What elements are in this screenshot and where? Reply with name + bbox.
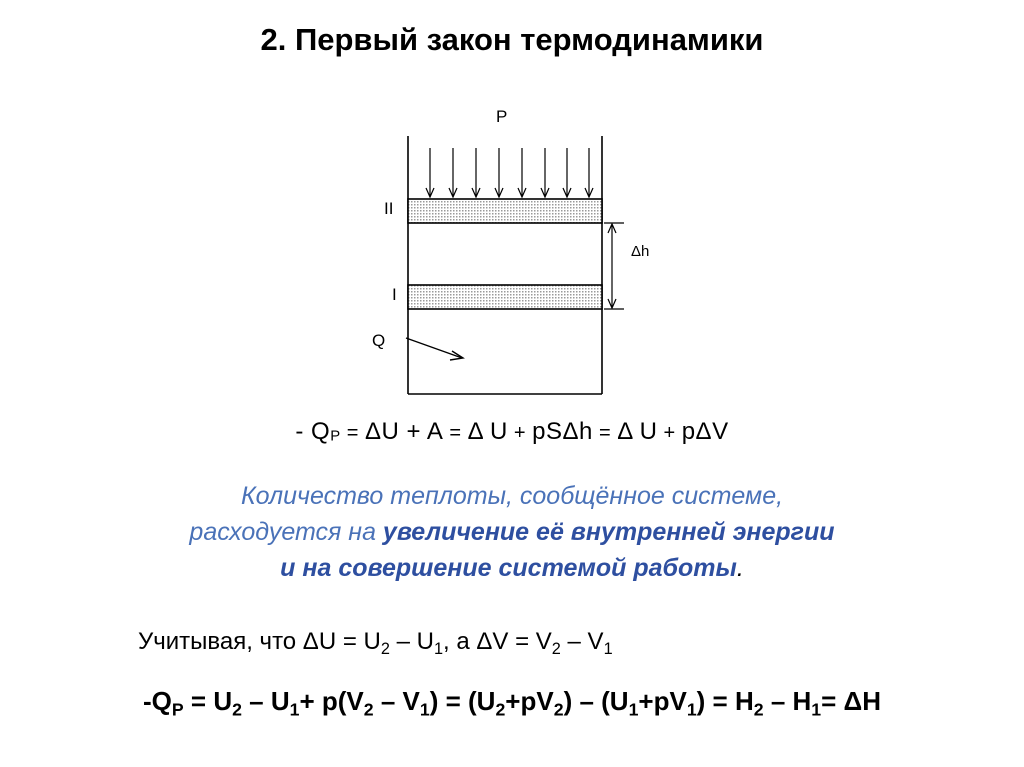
pressure-arrows bbox=[426, 148, 593, 197]
pressure-label: P bbox=[496, 107, 508, 126]
law-description: Количество теплоты, сообщённое системе, расходуется на увеличение её внутренней энергии и на совершение системой работы. bbox=[189, 482, 835, 582]
heat-label: Q bbox=[372, 331, 386, 350]
piston-position-1 bbox=[408, 285, 602, 309]
delta-h-dimension bbox=[604, 223, 624, 309]
position-1-label: I bbox=[392, 285, 397, 304]
cylinder-walls bbox=[408, 136, 602, 394]
piston-diagram bbox=[360, 96, 660, 402]
piston-position-2 bbox=[408, 199, 602, 223]
delta-h-label: Δh bbox=[631, 243, 650, 260]
page-title: 2. Первый закон термодинамики bbox=[260, 22, 764, 57]
first-law-formula: - $Q_P = \Delta U + A = \Delta$ U + pSΔh = Δ U + pΔV bbox=[295, 418, 729, 445]
given-formula: Учитывая, что $\Delta U = U_2 - U_1$, а $\Delta V = V_2 - V_1$ bbox=[138, 628, 613, 658]
enthalpy-formula: $-Q_P = U_2 - U_1+ p(V_2 - V_1) = (U_2+pV_2) - (U_1+pV_1) = H_2 - H_1= \Delta H$ bbox=[143, 686, 881, 720]
heat-arrow bbox=[406, 338, 463, 360]
position-2-label: II bbox=[384, 199, 394, 218]
